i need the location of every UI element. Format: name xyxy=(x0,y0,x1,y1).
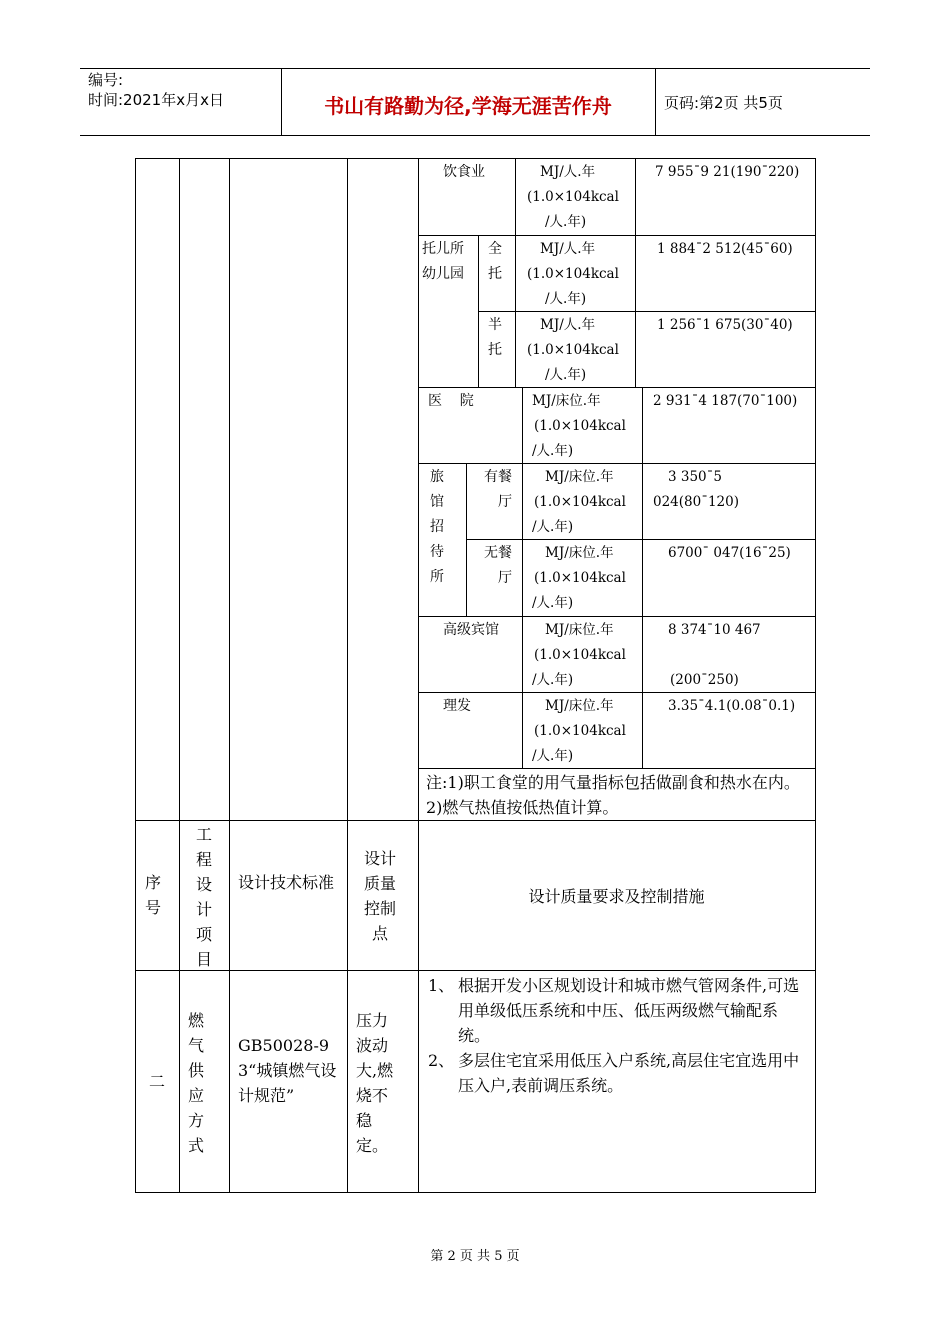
unit-label: /人.年) xyxy=(532,748,574,764)
indicator-value: 3 350¯5 xyxy=(668,469,722,485)
table-note: 注:1)职工食堂的用气量指标包括做副食和热水在内。2)燃气热值按低热值计算。 xyxy=(426,773,800,817)
table-border xyxy=(466,463,467,617)
table-border xyxy=(135,158,816,159)
table-border xyxy=(815,158,816,1193)
unit-label: (1.0×104kcal xyxy=(534,723,626,739)
table-border xyxy=(229,158,230,1193)
unit-label: /人.年) xyxy=(532,672,574,688)
row-seq: 二 xyxy=(148,1072,165,1091)
table-border xyxy=(418,768,815,769)
unit-label: (1.0×104kcal xyxy=(527,189,619,205)
table-border xyxy=(478,235,479,388)
unit-label: /人.年) xyxy=(545,291,587,307)
unit-label: MJ/床位.年 xyxy=(545,698,614,714)
unit-label: (1.0×104kcal xyxy=(534,418,626,434)
table-border xyxy=(515,158,516,388)
table-border xyxy=(418,463,815,464)
requirement-number: 2、 xyxy=(428,1051,455,1070)
unit-label: /人.年) xyxy=(532,519,574,535)
table-border xyxy=(418,616,815,617)
header-bottom-rule xyxy=(80,135,870,136)
unit-label: (1.0×104kcal xyxy=(534,647,626,663)
indicator-value: 3.35¯4.1(0.08¯0.1) xyxy=(668,698,796,714)
page-footer: 第 2 页 共 5 页 xyxy=(430,1249,520,1264)
unit-label: (1.0×104kcal xyxy=(527,266,619,282)
header-page-number: 页码:第2页 共5页 xyxy=(664,94,783,112)
indicator-value: 8 374¯10 467 xyxy=(668,622,761,638)
requirement-item xyxy=(458,973,804,1048)
header-control-point: 设计质量控制点 xyxy=(363,849,396,943)
table-border xyxy=(135,970,816,971)
header-standard: 设计技术标准 xyxy=(238,873,335,892)
table-border xyxy=(522,387,523,769)
place-label: 旅馆招待所 xyxy=(430,469,444,585)
unit-label: MJ/人.年 xyxy=(540,241,596,257)
place-label: 幼儿园 xyxy=(422,266,464,282)
unit-label: /人.年) xyxy=(545,214,587,230)
place-label: 高级宾馆 xyxy=(443,622,499,638)
unit-label: /人.年) xyxy=(532,595,574,611)
place-label: 医 院 xyxy=(428,393,474,409)
unit-label: (1.0×104kcal xyxy=(534,494,626,510)
unit-label: MJ/床位.年 xyxy=(545,622,614,638)
document-number: 编号: xyxy=(88,71,124,89)
table-border xyxy=(135,158,136,1193)
header-project: 工程设计项目 xyxy=(195,825,212,969)
unit-label: MJ/人.年 xyxy=(540,317,596,333)
sub-label: 无餐厅 xyxy=(484,545,512,586)
table-border xyxy=(642,387,643,769)
place-label: 理发 xyxy=(443,698,471,714)
row-project: 燃气供应方式 xyxy=(187,1011,204,1155)
document-time: 时间:2021年x月x日 xyxy=(88,91,224,109)
header-meta xyxy=(88,70,224,110)
table-border xyxy=(135,820,816,821)
requirement-text: 根据开发小区规划设计和城市燃气管网条件,可选用单级低压系统和中压、低压两级燃气输配系统。 xyxy=(458,976,800,1045)
table-border xyxy=(179,158,180,1193)
table-border xyxy=(135,1192,816,1193)
row-standard: GB50028-93“城镇燃气设计规范” xyxy=(238,1036,337,1105)
unit-label: (1.0×104kcal xyxy=(527,342,619,358)
header-requirements: 设计质量要求及控制措施 xyxy=(528,887,705,906)
unit-label: MJ/床位.年 xyxy=(545,545,614,561)
indicator-value: 7 955¯9 21(190¯220) xyxy=(655,164,800,180)
sub-label: 全托 xyxy=(488,241,502,282)
unit-label: /人.年) xyxy=(545,367,587,383)
header-top-rule xyxy=(80,68,870,69)
sub-label: 有餐厅 xyxy=(484,469,512,510)
header-motto: 书山有路勤为径,学海无涯苦作舟 xyxy=(324,94,612,118)
indicator-value: (200¯250) xyxy=(670,672,739,688)
indicator-value: 1 256¯1 675(30¯40) xyxy=(657,317,793,333)
unit-label: (1.0×104kcal xyxy=(534,570,626,586)
requirement-number: 1、 xyxy=(428,976,455,995)
unit-label: /人.年) xyxy=(532,443,574,459)
place-label: 托儿所 xyxy=(422,241,464,257)
table-border xyxy=(347,158,348,1193)
unit-label: MJ/人.年 xyxy=(540,164,596,180)
place-label: 饮食业 xyxy=(443,164,485,180)
sub-label: 半托 xyxy=(488,317,502,358)
header-divider xyxy=(655,68,656,136)
table-border xyxy=(635,158,636,388)
header-seq: 序号 xyxy=(144,873,161,917)
table-border xyxy=(466,539,815,540)
row-control-point: 压力波动大,燃烧不稳定。 xyxy=(356,1011,394,1155)
indicator-value: 6700¯ 047(16¯25) xyxy=(668,545,791,561)
table-border xyxy=(418,158,419,1193)
unit-label: MJ/床位.年 xyxy=(532,393,601,409)
indicator-value: 024(80¯120) xyxy=(653,494,739,510)
requirement-item xyxy=(458,1048,804,1098)
unit-label: MJ/床位.年 xyxy=(545,469,614,485)
indicator-value: 2 931¯4 187(70¯100) xyxy=(653,393,798,409)
table-border xyxy=(478,311,815,312)
table-border xyxy=(418,692,815,693)
indicator-value: 1 884¯2 512(45¯60) xyxy=(657,241,793,257)
requirement-text: 多层住宅宜采用低压入户系统,高层住宅宜选用中压入户,表前调压系统。 xyxy=(458,1051,800,1095)
